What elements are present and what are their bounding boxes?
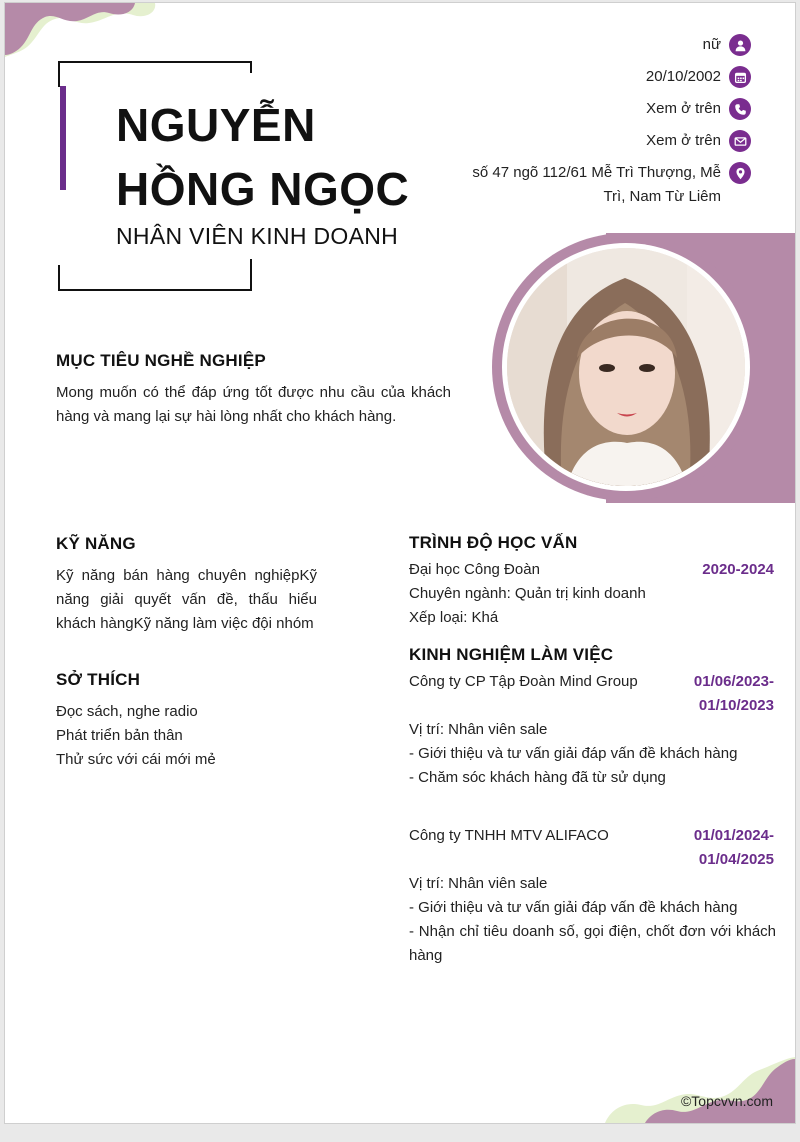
education-period: 2020-2024 xyxy=(702,561,774,578)
name-accent-bar xyxy=(60,86,66,190)
location-pin-icon xyxy=(729,162,751,184)
hobby-item: Thử sức với cái mới mẻ xyxy=(56,751,216,768)
person-icon xyxy=(729,34,751,56)
objective-heading: MỤC TIÊU NGHỀ NGHIỆP xyxy=(56,351,266,370)
job-position: Vị trí: Nhân viên sale xyxy=(409,721,548,738)
contact-gender-text: nữ xyxy=(702,36,721,53)
copyright-text: ©Topcvvn.com xyxy=(680,1093,773,1109)
contact-gender xyxy=(411,33,751,57)
contact-phone-text: Xem ở trên xyxy=(646,100,721,117)
candidate-name xyxy=(116,93,436,221)
job-company: Công ty CP Tập Đoàn Mind Group xyxy=(409,673,638,690)
calendar-icon xyxy=(729,66,751,88)
mail-icon xyxy=(729,130,751,152)
name-line-1: NGUYỄN xyxy=(116,99,316,151)
hobbies-heading: SỞ THÍCH xyxy=(56,670,141,689)
objective-text: Mong muốn có thể đáp ứng tốt được nhu cầu của khách hàng và mang lại sự hài lòng nhất cho khách hàng. xyxy=(56,384,451,425)
education-school: Đại học Công Đoàn xyxy=(409,561,540,578)
top-left-decoration xyxy=(5,3,165,63)
portrait-illustration xyxy=(507,248,745,486)
hobby-item: Phát triển bản thân xyxy=(56,727,183,744)
job-duty: - Giới thiệu và tư vấn giải đáp vấn đề khách hàng xyxy=(409,899,738,916)
job-period-end: 01/04/2025 xyxy=(698,851,774,868)
name-line-2: HỒNG NGỌC xyxy=(116,163,410,215)
name-frame-right-top xyxy=(250,61,252,73)
contact-address xyxy=(411,161,751,209)
job-duty: - Giới thiệu và tư vấn giải đáp vấn đề khách hàng xyxy=(409,745,738,762)
profile-photo xyxy=(507,248,745,486)
hobby-item: Đọc sách, nghe radio xyxy=(56,703,198,720)
job-period-end: 01/10/2023 xyxy=(698,697,774,714)
education-grade: Xếp loại: Khá xyxy=(409,609,499,626)
contact-birthday-text: 20/10/2002 xyxy=(645,68,721,85)
skills-heading: KỸ NĂNG xyxy=(56,534,136,553)
job-period-start: 01/06/2023- xyxy=(693,673,774,690)
job-position: Vị trí: Nhân viên sale xyxy=(409,875,548,892)
name-frame-right-bottom xyxy=(250,259,252,291)
contact-address-text: số 47 ngõ 112/61 Mễ Trì Thượng, Mễ Trì, Nam Từ Liêm xyxy=(472,164,721,205)
job-company: Công ty TNHH MTV ALIFACO xyxy=(409,827,609,844)
contact-birthday xyxy=(411,65,751,89)
phone-icon xyxy=(729,98,751,120)
education-major: Chuyên ngành: Quản trị kinh doanh xyxy=(409,585,646,602)
contact-list xyxy=(411,33,751,217)
contact-email xyxy=(411,129,751,153)
resume-page xyxy=(4,2,796,1124)
education-heading: TRÌNH ĐỘ HỌC VẤN xyxy=(409,533,578,552)
job-duty: - Nhận chỉ tiêu doanh số, gọi điện, chốt đơn với khách hàng xyxy=(409,923,776,964)
name-frame-left-bottom xyxy=(58,265,60,291)
name-frame-top xyxy=(58,61,252,63)
job-title: NHÂN VIÊN KINH DOANH xyxy=(116,223,399,249)
bottom-right-decoration xyxy=(605,1053,795,1123)
experience-heading: KINH NGHIỆM LÀM VIỆC xyxy=(409,645,614,664)
contact-phone xyxy=(411,97,751,121)
job-duty: - Chăm sóc khách hàng đã từ sử dụng xyxy=(409,769,666,786)
contact-email-text: Xem ở trên xyxy=(646,132,721,149)
name-frame-left-top xyxy=(58,61,60,87)
skills-text: Kỹ năng bán hàng chuyên nghiệpKỹ năng giải quyết vấn đề, thấu hiểu khách hàngKỹ năng làm việc đội nhóm xyxy=(56,567,317,632)
job-period-start: 01/01/2024- xyxy=(693,827,774,844)
name-frame-bottom xyxy=(58,289,252,291)
